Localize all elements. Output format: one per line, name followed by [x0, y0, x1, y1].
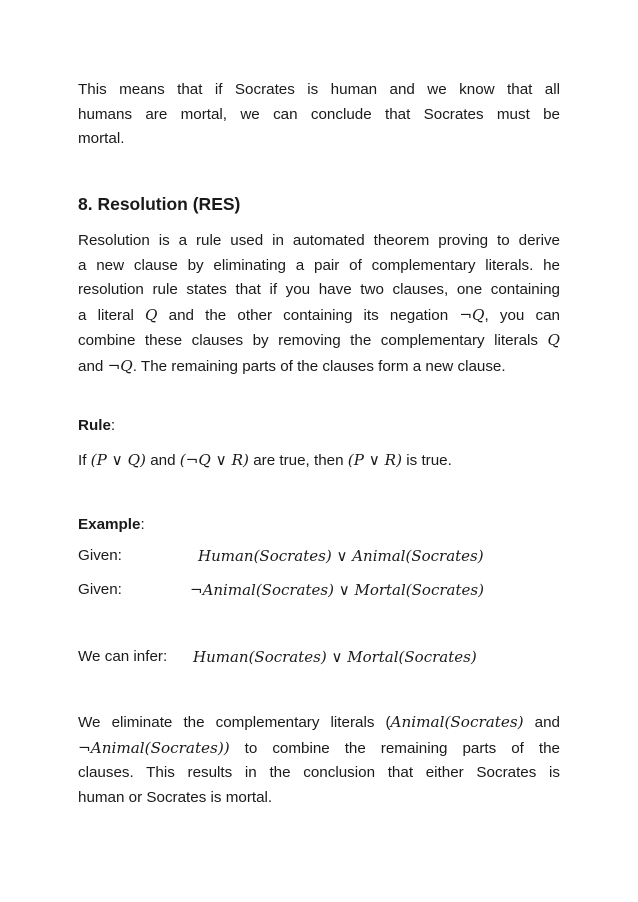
given-1-expression: Human(Socrates) ∨ Animal(Socrates) [198, 547, 484, 565]
infer-row [78, 646, 477, 668]
rule-label: Rule [78, 417, 111, 434]
resolution-line-5-a: combine these clauses by removing the complementary literals [78, 332, 548, 349]
infer-expression: Human(Socrates) ∨ Mortal(Socrates) [193, 648, 477, 666]
literal-q-2: Q [547, 331, 560, 349]
resolution-line-6-a: and [78, 357, 108, 375]
section-heading: 8. Resolution (RES) [78, 194, 241, 214]
rule-label-line [78, 414, 560, 439]
rule-statement [78, 448, 560, 474]
given-2-expression: ¬Animal(Socrates) ∨ Mortal(Socrates) [190, 581, 484, 599]
rule-result: (P ∨ R) [347, 451, 403, 469]
conclusion-line-1-b: and [523, 714, 560, 731]
rule-suffix: is true. [402, 452, 452, 469]
given-row-1 [78, 545, 484, 567]
infer-label: We can infer: [78, 648, 168, 665]
given-2-label: Given: [78, 581, 122, 598]
conclusion-line-2 [78, 736, 560, 762]
intro-paragraph [78, 78, 560, 152]
literal-q: Q [145, 305, 158, 324]
resolution-line-6 [78, 354, 560, 380]
resolution-line-3: resolution rule states that if you have two clauses, one containing [78, 281, 560, 298]
example-label-line [78, 513, 560, 538]
rule-prefix: If [78, 452, 91, 469]
conclusion-line-1-a: We eliminate the complementary literals ( [78, 714, 391, 731]
resolution-line-2: a new clause by eliminating a pair of complementary literals. he [78, 256, 560, 274]
example-colon: : [140, 516, 145, 533]
rule-mid: are true, then [248, 452, 348, 469]
given-row-2 [78, 579, 484, 601]
conclusion-line-3: clauses. This results in the conclusion that either Socrates is [78, 764, 560, 781]
resolution-line-1: Resolution is a rule used in automated theorem proving to derive [78, 232, 560, 249]
conclusion-expr-2: ¬Animal(Socrates)) [78, 738, 230, 757]
example-label: Example [78, 516, 141, 533]
intro-line-3: mortal. [78, 130, 125, 147]
intro-line-1: This means that if Socrates is human and we know that all [78, 81, 560, 98]
rule-colon: : [110, 417, 116, 434]
resolution-line-6-b: . The remaining parts of the clauses form a new clause. [132, 357, 506, 375]
given-1-label: Given: [78, 547, 122, 564]
rule-clause-1: (P ∨ Q) [90, 451, 146, 469]
conclusion-line-1 [78, 710, 560, 736]
resolution-line-4-b: and the other containing its negation [157, 306, 460, 324]
literal-not-q: ¬Q [459, 305, 485, 324]
conclusion-line-4: human or Socrates is mortal. [78, 788, 273, 806]
resolution-paragraph [78, 229, 560, 379]
resolution-line-4-c: , you can [484, 306, 560, 324]
resolution-line-4 [78, 303, 560, 329]
resolution-line-4-a: a literal [78, 306, 146, 324]
conclusion-expr-1: Animal(Socrates) [390, 713, 524, 731]
resolution-line-5 [78, 328, 560, 354]
intro-line-2: humans are mortal, we can conclude that Socrates must be [78, 105, 560, 123]
literal-not-q-2: ¬Q [107, 356, 133, 375]
conclusion-paragraph [78, 710, 560, 810]
rule-and: and [145, 452, 180, 469]
rule-clause-2: (¬Q ∨ R) [179, 451, 249, 469]
conclusion-line-2-b: to combine the remaining parts of the [229, 739, 560, 757]
